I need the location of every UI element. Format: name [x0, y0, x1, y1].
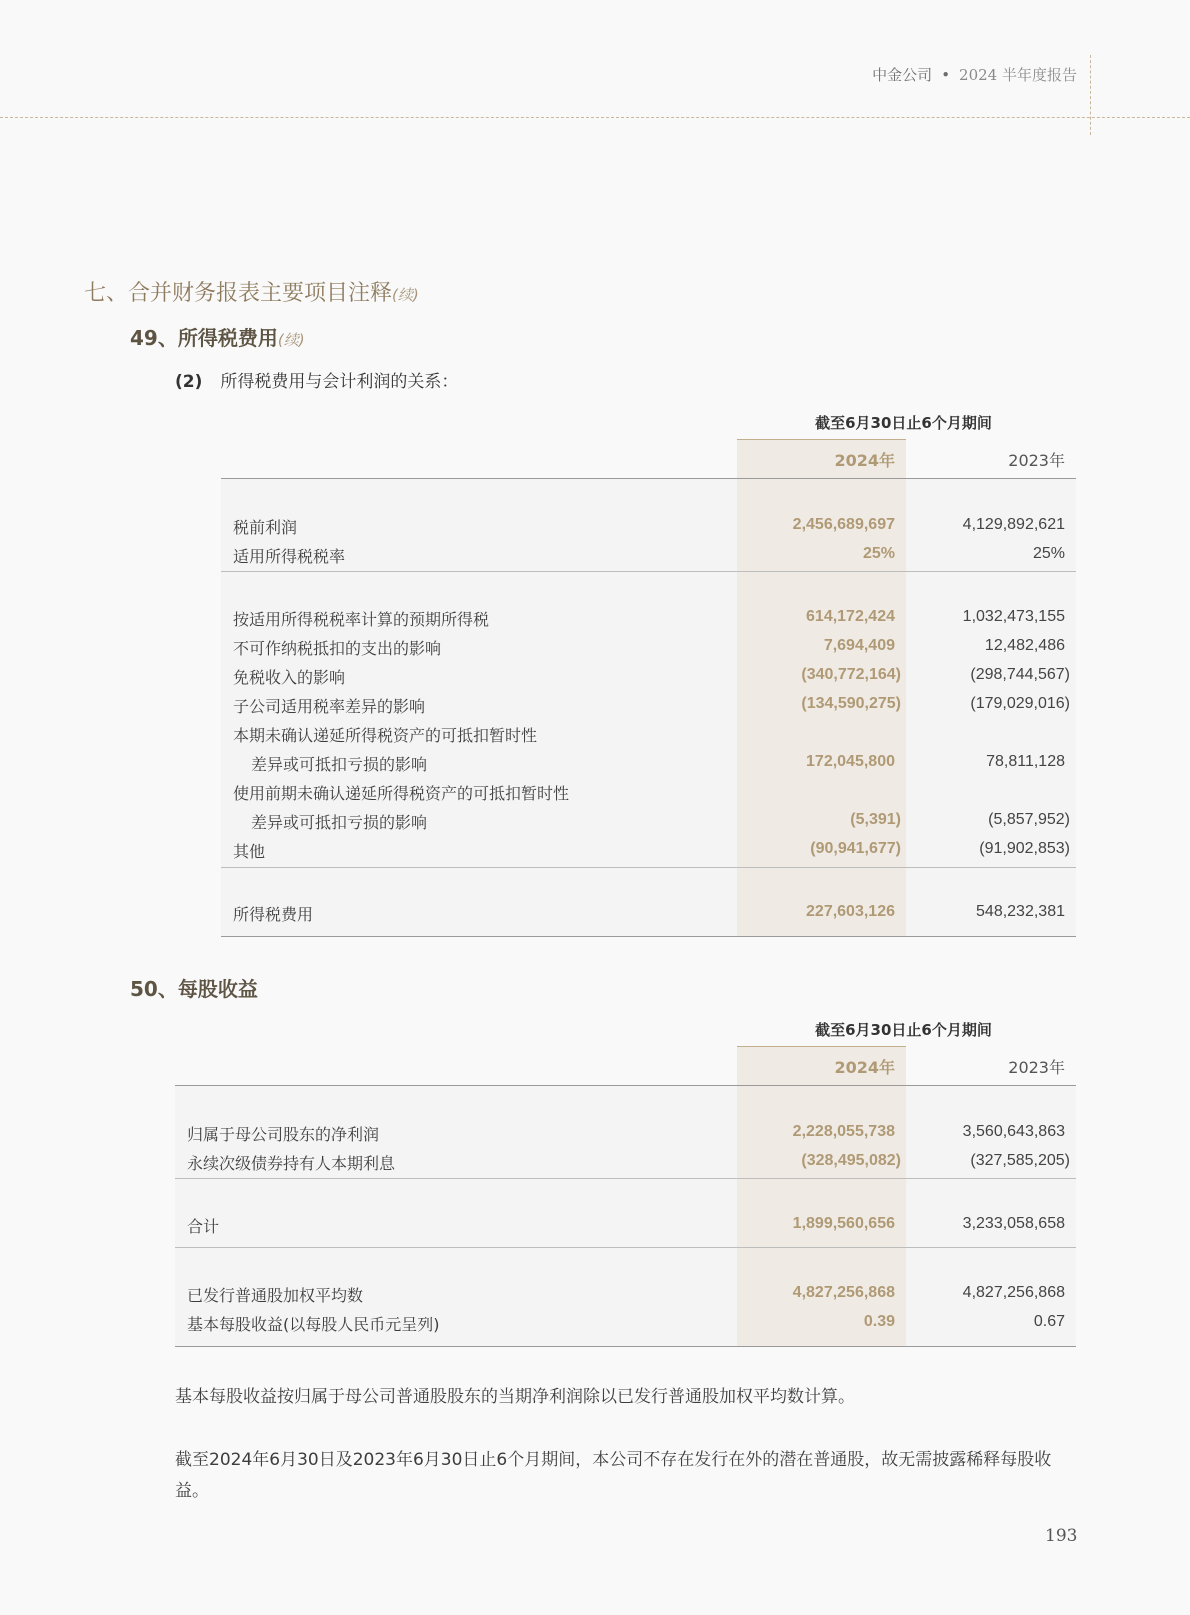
note49-sub-title: 所得税费用与会计利润的关系：: [220, 372, 459, 392]
note49-header-rule: [221, 478, 1076, 479]
note50-col-topline: [737, 1046, 906, 1047]
section-title-text: 七、合并财务报表主要项目注释: [84, 281, 393, 306]
table-row: [175, 1280, 1076, 1308]
note49-title-text: 49、所得税费用: [130, 326, 278, 350]
running-header: [872, 64, 1077, 85]
table-row: [175, 1119, 1076, 1147]
row-label: 免税收入的影响: [233, 668, 346, 687]
value-2024: 614,172,424: [806, 608, 895, 625]
row-label: 按适用所得税税率计算的预期所得税: [233, 610, 490, 629]
table-row: [221, 662, 1076, 690]
value-2024: 0.39: [863, 1313, 895, 1330]
section-title: [84, 276, 419, 307]
note50-rule-2: [175, 1247, 1076, 1248]
value-2023: 3,560,643,863: [962, 1123, 1065, 1140]
value-2023: (298,744,567): [970, 666, 1070, 683]
row-label: 子公司适用税率差异的影响: [233, 697, 426, 716]
note49-period: 截至6月30日止6个月期间: [815, 414, 992, 432]
value-2023: (91,902,853): [979, 840, 1070, 857]
page-number: 193: [1045, 1526, 1078, 1546]
table-row: [175, 1148, 1076, 1176]
note49-bottom-rule: [221, 936, 1076, 937]
header-bullet: •: [941, 66, 951, 84]
note49-col-topline: [737, 439, 906, 440]
note49-rule-1: [221, 571, 1076, 572]
table-row: [221, 749, 1076, 777]
value-2023: 25%: [1032, 545, 1065, 562]
note50-title: 50、每股收益: [130, 977, 258, 1001]
value-2024: 227,603,126: [806, 903, 895, 920]
header-dashed-rule: [0, 117, 1190, 118]
value-2024: 7,694,409: [823, 637, 895, 654]
value-2023: 4,129,892,621: [962, 516, 1065, 533]
value-2023: 78,811,128: [986, 753, 1065, 770]
note50-col-2024: 2024年: [834, 1058, 895, 1077]
table-row: [175, 1309, 1076, 1337]
header-vertical-rule: [1090, 55, 1091, 135]
row-label: 所得税费用: [233, 905, 314, 924]
row-label: 适用所得税税率: [233, 547, 346, 566]
value-2024: (340,772,164): [801, 666, 901, 683]
value-2023: (179,029,016): [970, 695, 1070, 712]
row-label: 本期未确认递延所得税资产的可抵扣暂时性: [233, 726, 538, 745]
value-2024: (90,941,677): [810, 840, 901, 857]
table-row: [221, 604, 1076, 632]
value-2023: 4,827,256,868: [962, 1284, 1065, 1301]
table-row: [221, 512, 1076, 540]
row-label: 永续次级债券持有人本期利息: [187, 1154, 396, 1173]
row-label: 差异或可抵扣亏损的影响: [251, 813, 428, 832]
row-label: 税前利润: [233, 518, 298, 537]
note50-paragraph-2: 截至2024年6月30日及2023年6月30日止6个月期间，本公司不存在发行在外的潜在普通股，故无需披露稀释每股收益。: [175, 1450, 1052, 1501]
note49-rule-2: [221, 867, 1076, 868]
value-2024: (328,495,082): [801, 1152, 901, 1169]
table-row: [221, 778, 1076, 806]
value-2024: (134,590,275): [801, 695, 901, 712]
row-label: 不可作纳税抵扣的支出的影响: [233, 639, 442, 658]
table-row: [221, 691, 1076, 719]
value-2023: 12,482,486: [984, 637, 1065, 654]
value-2023: (5,857,952): [988, 811, 1070, 828]
value-2024: 2,228,055,738: [792, 1123, 895, 1140]
row-label: 基本每股收益(以每股人民币元呈列): [187, 1315, 440, 1334]
note50-bottom-rule: [175, 1346, 1076, 1347]
note50-header-rule: [175, 1085, 1076, 1086]
value-2024: 172,045,800: [806, 753, 895, 770]
value-2023: (327,585,205): [970, 1152, 1070, 1169]
row-label: 已发行普通股加权平均数: [187, 1286, 364, 1305]
section-cont: (续): [392, 286, 419, 304]
header-company: 中金公司: [872, 66, 933, 84]
row-label: 合计: [187, 1217, 220, 1236]
table-row: [221, 836, 1076, 864]
note50-col-2023: 2023年: [1008, 1058, 1065, 1077]
row-label: 使用前期未确认递延所得税资产的可抵扣暂时性: [233, 784, 570, 803]
table-row: [221, 807, 1076, 835]
value-2024: (5,391): [850, 811, 901, 828]
value-2023: 0.67: [1033, 1313, 1065, 1330]
value-2024: 2,456,689,697: [792, 516, 895, 533]
note49-sub-num: (2): [175, 372, 203, 392]
note49-title: [130, 322, 305, 351]
table-row: [221, 720, 1076, 748]
table-row: [221, 541, 1076, 569]
note50-period: 截至6月30日止6个月期间: [815, 1021, 992, 1039]
table-row: [175, 1211, 1076, 1239]
note49-subtitle: [175, 367, 458, 392]
note49-col-2024: 2024年: [834, 451, 895, 470]
table-row: [221, 899, 1076, 927]
value-2024: 1,899,560,656: [792, 1215, 895, 1232]
note50-rule-1: [175, 1178, 1076, 1179]
note50-paragraph-1: 基本每股收益按归属于母公司普通股股东的当期净利润除以已发行普通股加权平均数计算。: [175, 1387, 855, 1407]
header-report: 2024 半年度报告: [959, 66, 1077, 84]
row-label: 归属于母公司股东的净利润: [187, 1125, 380, 1144]
table-row: [221, 633, 1076, 661]
value-2023: 1,032,473,155: [962, 608, 1065, 625]
note49-col-2023: 2023年: [1008, 451, 1065, 470]
value-2023: 548,232,381: [976, 903, 1065, 920]
note49-cont: (续): [277, 331, 305, 349]
value-2024: 4,827,256,868: [792, 1284, 895, 1301]
row-label: 其他: [233, 842, 266, 861]
value-2023: 3,233,058,658: [962, 1215, 1065, 1232]
value-2024: 25%: [862, 545, 895, 562]
row-label: 差异或可抵扣亏损的影响: [251, 755, 428, 774]
